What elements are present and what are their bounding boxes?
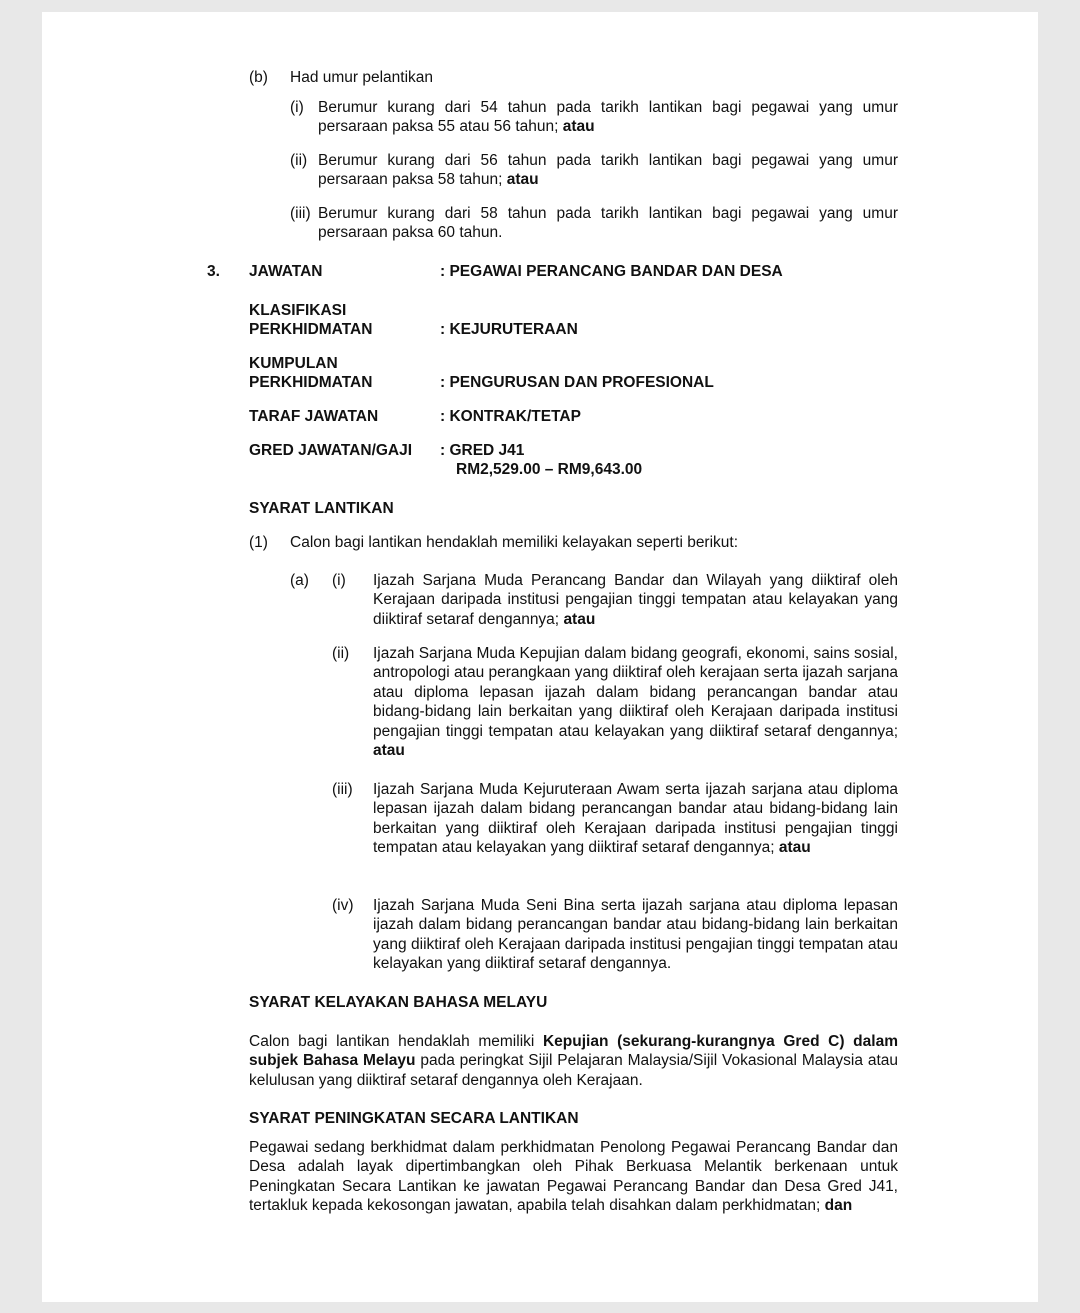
field-label-jawatan: JAWATAN xyxy=(249,263,323,280)
bahasa-paragraph: Calon bagi lantikan hendaklah memiliki Kepujian (sekurang-kurangnya Gred C) dalam subjek Bahasa Melayu pada peringkat Sijil Pelajaran Malaysia/Sijil Vokasional Malaysia atau kelulusan yang diiktiraf setaraf dengannya oleh Kerajaan. xyxy=(249,1033,899,1089)
field-label-taraf: TARAF JAWATAN xyxy=(249,408,379,425)
age-item-text: Berumur kurang dari 58 tahun pada tarikh lantikan bagi pegawai yang umur persaraan paksa 60 tahun. xyxy=(318,205,898,242)
field-value-klasifikasi: : KEJURUTERAAN xyxy=(440,321,578,338)
age-item-num: (i) xyxy=(290,99,304,116)
qualification-text: Ijazah Sarjana Muda Kejuruteraan Awam serta ijazah sarjana atau diploma lepasan ijazah dalam bidang perancangan bandar atau bidang-bidang lain berkaitan yang diiktiraf oleh Kerajaan daripada institusi pengajian tinggi tempatan atau kelayakan yang diiktiraf setaraf dengannya; atau xyxy=(373,781,898,857)
qualification-num: (iii) xyxy=(332,781,353,798)
section-b-title: Had umur pelantikan xyxy=(290,69,434,86)
qualification-num: (iv) xyxy=(332,897,354,914)
document-page xyxy=(42,12,1038,1302)
field-label-klasifikasi: KLASIFIKASI PERKHIDMATAN xyxy=(249,302,373,339)
peningkatan-paragraph: Pegawai sedang berkhidmat dalam perkhidmatan Penolong Pegawai Perancang Bandar dan Desa adalah layak dipertimbangkan oleh Pihak Berkuasa Melantik berkenaan untuk Peningkatan Secara Lantikan ke jawatan Pegawai Perancang Bandar dan Desa Gred J41, tertakluk kepada kekosongan jawatan, apabila telah disahkan dalam perkhidmatan; dan xyxy=(249,1139,898,1215)
qualification-text: Ijazah Sarjana Muda Kepujian dalam bidang geografi, ekonomi, sains sosial, antropologi atau perangkaan yang diiktiraf oleh kerajaan serta ijazah sarjana atau diploma lepasan ijazah dalam bidang perancangan bandar atau bidang-bidang lain berkaitan yang diiktiraf oleh Kerajaan daripada institusi pengajian tinggi tempatan atau kelayakan yang diiktiraf setaraf dengannya; atau xyxy=(373,645,898,760)
field-value-jawatan: : PEGAWAI PERANCANG BANDAR DAN DESA xyxy=(440,263,783,280)
lantikan-sub-marker: (a) xyxy=(290,572,309,589)
field-label-gred: GRED JAWATAN/GAJI xyxy=(249,442,413,459)
field-value-gred: : GRED J41 xyxy=(440,442,525,459)
qualification-num: (i) xyxy=(332,572,346,589)
field-value-gaji: RM2,529.00 – RM9,643.00 xyxy=(456,461,643,478)
lantikan-marker: (1) xyxy=(249,534,268,551)
age-item-text: Berumur kurang dari 56 tahun pada tarikh lantikan bagi pegawai yang umur persaraan paksa 58 tahun; atau xyxy=(318,152,898,189)
section-b-marker: (b) xyxy=(249,69,268,86)
qualification-num: (ii) xyxy=(332,645,350,662)
qualification-text: Ijazah Sarjana Muda Perancang Bandar dan Wilayah yang diiktiraf oleh Kerajaan daripada institusi pengajian tinggi tempatan atau kelayakan yang diiktiraf setaraf dengannya; atau xyxy=(373,572,898,628)
age-item-num: (ii) xyxy=(290,152,308,169)
field-value-taraf: : KONTRAK/TETAP xyxy=(440,408,581,425)
heading-peningkatan: SYARAT PENINGKATAN SECARA LANTIKAN xyxy=(249,1110,579,1127)
section-3-number: 3. xyxy=(207,263,220,280)
age-item-num: (iii) xyxy=(290,205,311,222)
field-label-kumpulan: KUMPULAN PERKHIDMATAN xyxy=(249,355,373,392)
heading-syarat-lantikan: SYARAT LANTIKAN xyxy=(249,500,394,517)
qualification-text: Ijazah Sarjana Muda Seni Bina serta ijazah sarjana atau diploma lepasan ijazah dalam bidang perancangan bandar atau bidang-bidang lain berkaitan yang diiktiraf oleh Kerajaan daripada institusi pengajian tinggi tempatan atau kelayakan yang diiktiraf setaraf dengannya. xyxy=(373,897,898,973)
field-value-kumpulan: : PENGURUSAN DAN PROFESIONAL xyxy=(440,374,714,391)
age-item-text: Berumur kurang dari 54 tahun pada tarikh lantikan bagi pegawai yang umur persaraan paksa 55 atau 56 tahun; atau xyxy=(318,99,898,136)
heading-bahasa-melayu: SYARAT KELAYAKAN BAHASA MELAYU xyxy=(249,994,548,1011)
lantikan-intro: Calon bagi lantikan hendaklah memiliki kelayakan seperti berikut: xyxy=(290,534,739,551)
